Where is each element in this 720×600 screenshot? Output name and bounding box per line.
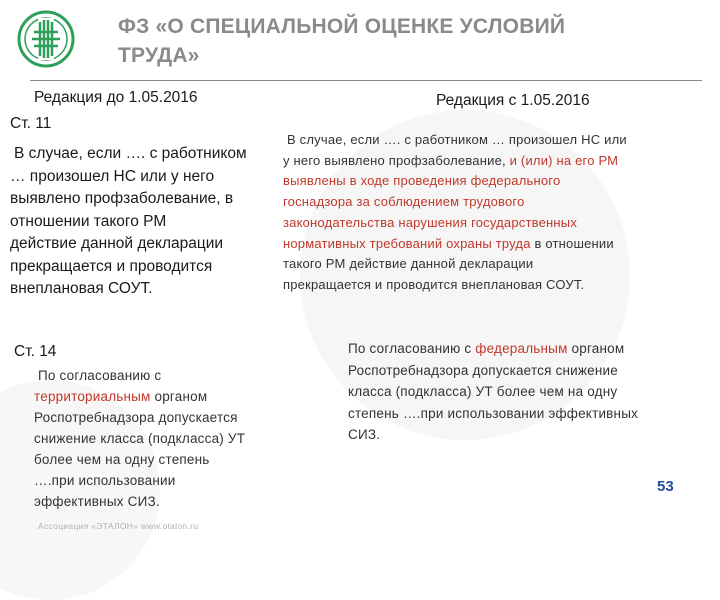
highlighted-text: и (или) на его РМ — [509, 152, 619, 168]
text-span: По согласованию с — [348, 341, 476, 356]
title-line: ТРУДА» — [118, 44, 200, 67]
text-line: ….при использовании — [34, 473, 176, 488]
right-heading: Редакция с 1.05.2016 — [436, 92, 590, 109]
text-line: отношении такого РМ — [10, 212, 167, 230]
text-line: внеплановая СОУТ. — [10, 280, 153, 297]
text-line: В случае, если …. с работником — [14, 145, 247, 162]
right-paragraph-2 — [348, 338, 703, 446]
text-line: Роспотребнадзора допускается — [34, 410, 238, 425]
text-line: Роспотребнадзора допускается снижение — [348, 362, 618, 378]
text-line: снижение класса (подкласса) УТ — [34, 431, 246, 446]
text-span: По согласованию с — [38, 368, 162, 383]
text-line: В случае, если …. с работником … произошел НС или — [287, 132, 627, 147]
text-line: более чем на одну степень — [34, 452, 210, 467]
article-11-label: Ст. 11 — [10, 115, 52, 132]
text-line: эффективных СИЗ. — [34, 494, 160, 509]
highlighted-text: госнадзора за соблюдением трудового — [283, 194, 525, 210]
right-paragraph-1 — [283, 130, 708, 296]
footer-association: Ассоциация «ЭТАЛОН» www.otalon.ru — [38, 521, 199, 531]
left-heading: Редакция до 1.05.2016 — [34, 89, 198, 106]
text-span: органом — [567, 341, 625, 356]
text-span: в отношении — [530, 235, 614, 251]
text-line — [348, 338, 703, 360]
text-line: такого РМ действие данной декларации — [283, 256, 534, 272]
highlighted-text: территориальным — [34, 389, 151, 404]
text-line — [34, 386, 294, 407]
highlighted-text: нормативных требований охраны труда — [283, 235, 531, 251]
text-line: … произошел НС или у него — [10, 167, 215, 185]
association-logo-icon — [12, 8, 80, 70]
article-14-label: Ст. 14 — [14, 343, 57, 360]
text-line: прекращается и проводится — [10, 257, 213, 275]
text-line — [283, 151, 708, 172]
text-span: у него выявлено профзаболевание, — [283, 152, 510, 168]
text-line: класса (подкласса) УТ более чем на одну — [348, 384, 618, 399]
text-span: органом — [150, 389, 208, 404]
page-number: 53 — [657, 478, 674, 495]
title-line: ФЗ «О СПЕЦИАЛЬНОЙ ОЦЕНКЕ УСЛОВИЙ — [118, 15, 566, 38]
highlighted-text: законодательства нарушения государственных — [283, 214, 578, 230]
text-line: СИЗ. — [348, 427, 381, 442]
page-title — [118, 12, 698, 70]
title-divider — [30, 80, 702, 81]
text-line: степень ….при использовании эффективных — [348, 405, 639, 421]
text-line: действие данной декларации — [10, 235, 224, 252]
article-14-text — [34, 365, 294, 512]
article-11-text — [10, 143, 295, 301]
highlighted-text: федеральным — [475, 341, 568, 356]
text-line — [34, 365, 294, 386]
text-line — [283, 234, 708, 255]
text-line: прекращается и проводится внеплановая СОУТ. — [283, 276, 585, 292]
text-line: выявлено профзаболевание, в — [10, 190, 234, 207]
highlighted-text: выявлены в ходе проведения федерального — [283, 173, 561, 189]
